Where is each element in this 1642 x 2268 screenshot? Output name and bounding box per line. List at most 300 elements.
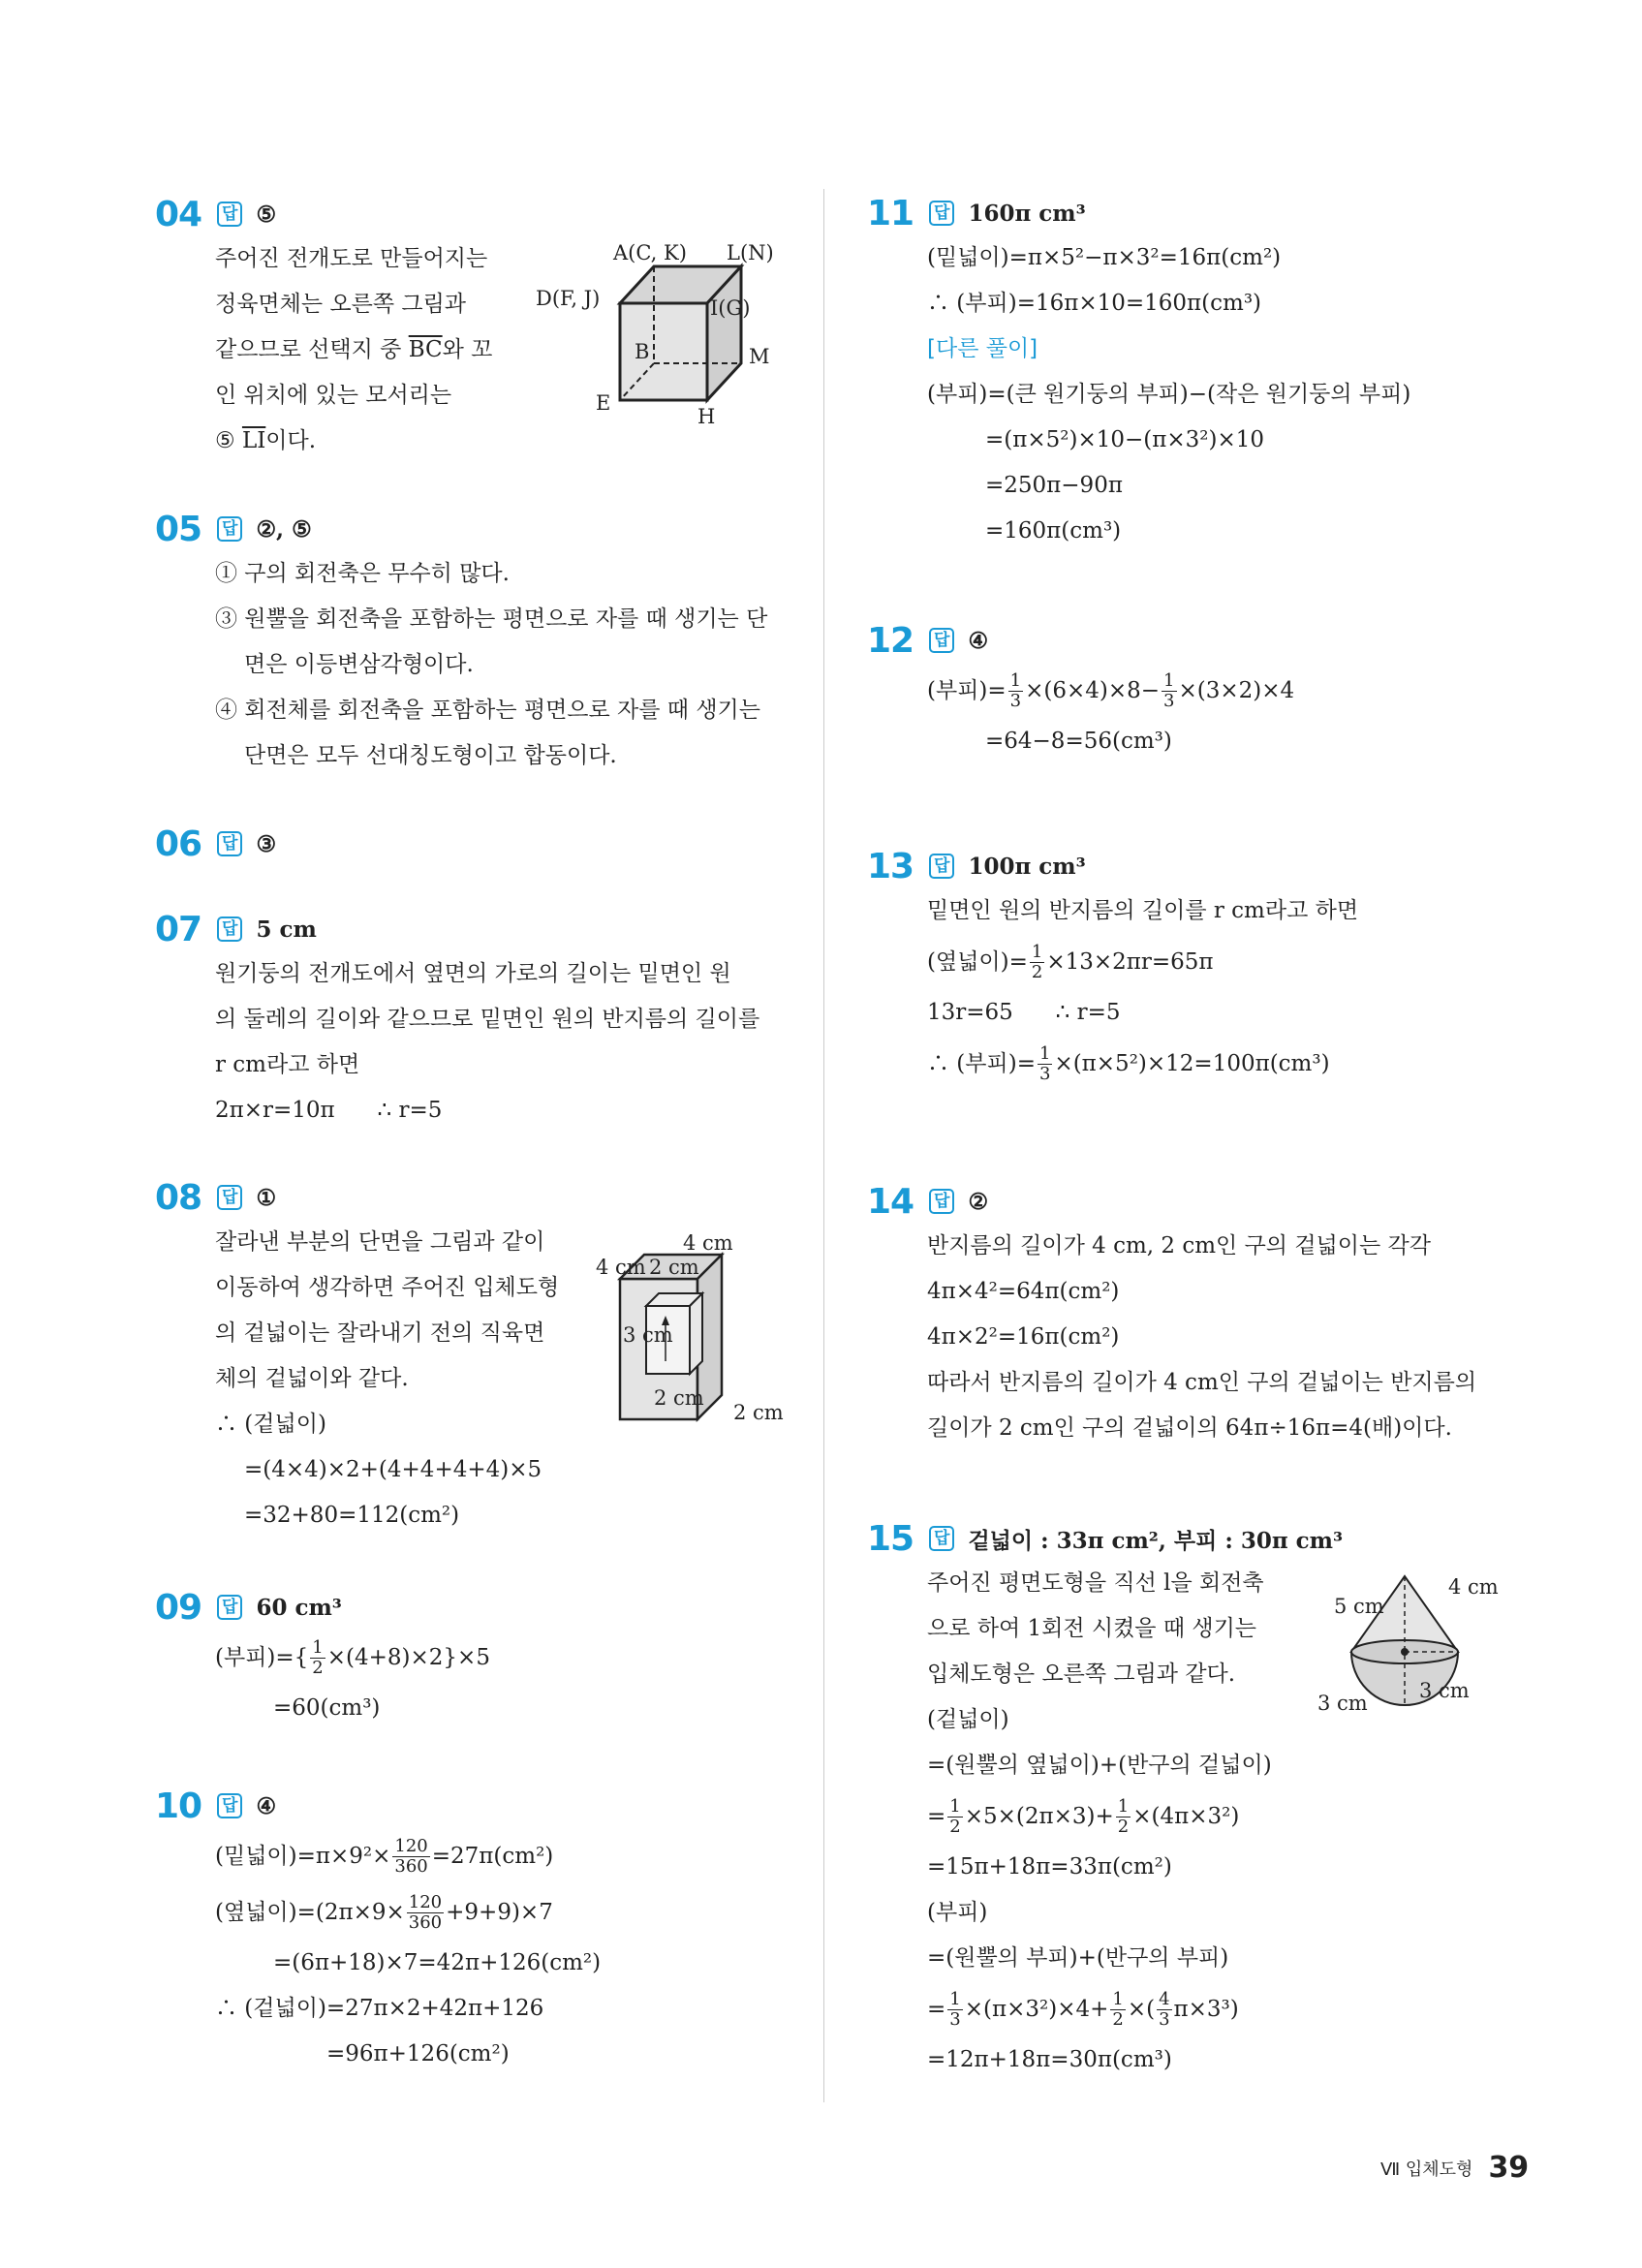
problem-13: [867, 844, 1358, 1092]
column-divider: [823, 189, 824, 2102]
text-segment: =: [927, 1996, 946, 2022]
solution-line: [215, 1884, 601, 1941]
line-text: [985, 418, 1264, 463]
line-text: [927, 1041, 1330, 1087]
problem-header: [155, 907, 759, 951]
line-text: [927, 1845, 1172, 1890]
solution-line: [927, 372, 1410, 418]
line-text: [215, 327, 492, 373]
problem-number: 06: [155, 823, 202, 864]
answer-badge: 답: [217, 1793, 242, 1818]
denominator: 3: [1163, 691, 1175, 711]
answer-badge: 답: [929, 1526, 954, 1551]
solution-line: [215, 551, 767, 597]
cone-label: 4 cm: [1448, 1575, 1499, 1599]
cube-label: M: [749, 345, 770, 368]
cube-label: D(F, J): [536, 287, 601, 310]
text-segment: =(6π+18)×7=42π+126(cm²): [273, 1950, 602, 1975]
text-segment: (옆넓이)=: [927, 948, 1028, 975]
line-text: [927, 1315, 1119, 1360]
text-segment: r cm라고 하면: [215, 1052, 360, 1077]
text-segment: 의 둘레의 길이와 같으므로 밑면인 원의 반지름의 길이를: [215, 1007, 760, 1032]
problem-04: [155, 192, 492, 464]
line-text: [985, 509, 1121, 554]
text-segment: 단면은 모두 선대칭도형이고 합동이다.: [244, 743, 617, 768]
denominator: 2: [312, 1658, 324, 1678]
cone-label: 3 cm: [1419, 1679, 1470, 1702]
solution-line: [215, 951, 759, 997]
box-label: 4 cm: [683, 1231, 733, 1255]
cube-label: L(N): [727, 241, 774, 264]
solution-lines: [927, 1224, 1476, 1451]
fraction: [1116, 1797, 1131, 1837]
line-text: [326, 2032, 510, 2077]
problem-header: [155, 1784, 601, 1828]
problem-header: [155, 1585, 490, 1630]
solution-lines: [215, 1630, 490, 1731]
problem-15: [867, 1516, 1343, 2083]
answer-value: ④: [968, 627, 989, 654]
problem-number: 05: [155, 509, 202, 549]
solution-line: [927, 1269, 1476, 1315]
line-text: [927, 235, 1281, 281]
solution-line: [215, 997, 759, 1042]
text-segment: =250π−90π: [985, 473, 1123, 498]
solution-line: [215, 1265, 559, 1311]
text-segment: [다른 풀이]: [927, 336, 1038, 361]
problem-number: 13: [867, 846, 914, 886]
cube-label: A(C, K): [613, 241, 687, 264]
text-segment: =(4×4)×2+(4+4+4+4)×5: [244, 1457, 542, 1482]
problem-header: [867, 844, 1358, 888]
solution-line: [215, 236, 492, 282]
fraction: [1038, 1044, 1052, 1084]
answer-badge: 답: [217, 1185, 242, 1210]
problem-number: 07: [155, 909, 202, 949]
problem-header: [155, 1175, 559, 1220]
numerator: 4: [1159, 1989, 1170, 2009]
line-text: [985, 463, 1123, 509]
text-segment: =(원뿔의 부피)+(반구의 부피): [927, 1945, 1229, 1971]
line-text: [215, 1402, 326, 1447]
text-segment: (밑넓이)=π×9²×: [215, 1843, 391, 1869]
solution-line: [215, 1088, 759, 1134]
solution-line: [927, 1743, 1343, 1788]
text-segment: =(π×5²)×10−(π×3²)×10: [985, 427, 1264, 452]
line-text: [927, 990, 1121, 1036]
line-text: [244, 733, 617, 779]
line-text: [244, 642, 474, 688]
problem-number: 15: [867, 1518, 914, 1559]
solution-line: [927, 1652, 1343, 1697]
fraction: [1162, 671, 1176, 711]
text-segment: =60(cm³): [273, 1695, 381, 1721]
line-text: [215, 951, 731, 997]
numerator: 1: [1038, 1043, 1051, 1064]
numerator: 1: [1163, 670, 1175, 691]
solution-line: [215, 373, 492, 419]
text-segment: ×(6×4)×8−: [1025, 677, 1161, 703]
denominator: 3: [1159, 2009, 1170, 2030]
text-segment: ×13×2πr=65π: [1046, 948, 1214, 975]
text-segment: ×(3×2)×4: [1178, 677, 1295, 703]
text-segment: ×5×(2π×3)+: [964, 1803, 1114, 1829]
solution-lines: [927, 1561, 1343, 2083]
solution-line: [215, 1311, 559, 1356]
solution-line: [215, 2032, 601, 2077]
line-text: [927, 1890, 987, 1936]
solution-line: [927, 719, 1294, 764]
line-text: [215, 1986, 543, 2032]
line-text: [927, 1606, 1256, 1652]
line-text: [215, 419, 316, 464]
fraction: [392, 1837, 429, 1877]
text-segment: ④ 회전체를 회전축을 포함하는 평면으로 자를 때 생기는: [215, 698, 760, 723]
text-segment: =27π(cm²): [431, 1843, 554, 1869]
solution-line: [927, 1890, 1343, 1936]
page-footer: [1380, 2151, 1529, 2185]
text-segment: (부피)={: [215, 1644, 309, 1670]
solution-line: [927, 1406, 1476, 1451]
text-segment: 반지름의 길이가 4 cm, 2 cm인 구의 겉넓이는 각각: [927, 1233, 1431, 1258]
line-text: [215, 551, 510, 597]
line-text: [927, 1743, 1272, 1788]
line-text: [927, 668, 1294, 714]
box-label: 3 cm: [623, 1323, 673, 1347]
line-text: [927, 1406, 1452, 1451]
answer-badge: 답: [929, 1189, 954, 1214]
solution-line: [215, 1630, 490, 1686]
cube-label: E: [596, 391, 611, 415]
text-segment: 잘라낸 부분의 단면을 그림과 같이: [215, 1229, 545, 1255]
line-text: [215, 1042, 359, 1088]
problem-number: 11: [867, 193, 914, 233]
solution-line: [215, 642, 767, 688]
problem-number: 09: [155, 1587, 202, 1628]
text-segment: 와 꼬: [442, 337, 493, 362]
line-text: [273, 1941, 601, 1986]
text-segment: ① 구의 회전축은 무수히 많다.: [215, 561, 510, 586]
solution-line: [215, 1941, 601, 1986]
solution-line: [927, 1981, 1343, 2037]
denominator: 2: [1112, 2009, 1124, 2030]
line-text: [927, 1224, 1431, 1269]
line-text: [985, 719, 1172, 764]
line-text: [215, 688, 760, 733]
solution-line: [927, 1315, 1476, 1360]
denominator: 360: [408, 1912, 443, 1933]
problem-05: [155, 507, 767, 779]
answer-badge: 답: [929, 628, 954, 653]
text-segment: (밑넓이)=π×5²−π×3²=16π(cm²): [927, 245, 1282, 270]
line-text: [927, 888, 1358, 934]
problem-14: [867, 1179, 1476, 1451]
line-text: [927, 1794, 1239, 1840]
line-text: [215, 236, 487, 282]
text-segment: 원기둥의 전개도에서 옆면의 가로의 길이는 밑면인 원: [215, 961, 731, 986]
box-label: 2 cm: [733, 1401, 784, 1424]
text-segment: 4π×2²=16π(cm²): [927, 1324, 1120, 1350]
cube-label: I(G): [710, 296, 751, 320]
line-text: [927, 1987, 1239, 2033]
numerator: 1: [1117, 1796, 1130, 1817]
line-text: [927, 2037, 1172, 2083]
cuboid-figure: [586, 1230, 799, 1429]
text-segment: 따라서 반지름의 길이가 4 cm인 구의 겉넓이는 반지름의: [927, 1370, 1477, 1395]
text-segment: 면은 이등변삼각형이다.: [244, 652, 474, 677]
text-segment: ⑤: [215, 428, 242, 453]
text-segment: =: [927, 1803, 946, 1829]
denominator: 3: [949, 2009, 961, 2030]
solution-line: [927, 463, 1410, 509]
solution-line: [215, 1493, 559, 1538]
text-segment: 으로 하여 1회전 시켰을 때 생기는: [927, 1616, 1257, 1641]
denominator: 2: [949, 1817, 961, 1837]
solution-lines: [215, 236, 492, 464]
text-segment: =(원뿔의 옆넓이)+(반구의 겉넓이): [927, 1753, 1272, 1778]
text-segment: ×(π×3²)×4+: [964, 1996, 1109, 2022]
text-segment: ×(4+8)×2}×5: [326, 1644, 490, 1670]
line-text: [927, 1561, 1264, 1606]
answer-value: ⑤: [256, 201, 277, 228]
text-segment: ×(π×5²)×12=100π(cm³): [1054, 1050, 1330, 1076]
solution-line: [215, 688, 767, 733]
line-text: [215, 1635, 490, 1681]
answer-badge: 답: [217, 1595, 242, 1620]
line-text: [215, 1265, 559, 1311]
solution-line: [927, 1036, 1358, 1092]
text-segment: 의 겉넓이는 잘라내기 전의 직육면: [215, 1320, 545, 1346]
answer-value: 160π cm³: [968, 200, 1086, 227]
text-segment: (부피)=(큰 원기둥의 부피)−(작은 원기둥의 부피): [927, 382, 1411, 407]
text-segment: =160π(cm³): [985, 518, 1122, 544]
line-text: [215, 373, 451, 419]
text-segment: 주어진 전개도로 만들어지는: [215, 246, 488, 271]
page-number: 39: [1488, 2151, 1530, 2185]
text-segment: =32+80=112(cm²): [244, 1503, 460, 1528]
solution-line: [927, 1697, 1343, 1743]
solution-line: [927, 1561, 1343, 1606]
problem-11: [867, 191, 1410, 554]
problem-header: [867, 1179, 1476, 1224]
text-segment: ×(: [1127, 1996, 1156, 2022]
solution-lines: [215, 1220, 559, 1538]
line-text: [927, 1936, 1228, 1981]
line-text: [215, 1356, 409, 1402]
answer-value: ②: [968, 1188, 989, 1215]
answer-badge: 답: [217, 202, 242, 227]
problem-header: [155, 192, 492, 236]
problem-header: [867, 1516, 1343, 1561]
solution-line: [927, 235, 1410, 281]
solution-line: [927, 509, 1410, 554]
numerator: 120: [394, 1836, 428, 1856]
answer-value: ②, ⑤: [256, 515, 312, 543]
text-segment: =12π+18π=30π(cm³): [927, 2047, 1172, 2072]
answer-badge: 답: [217, 917, 242, 942]
problem-08: [155, 1175, 559, 1538]
text-segment: =96π+126(cm²): [326, 2041, 510, 2066]
problem-number: 14: [867, 1181, 914, 1222]
text-segment: ∴ (부피)=16π×10=160π(cm³): [927, 291, 1262, 316]
line-text: [927, 372, 1410, 418]
numerator: 1: [1112, 1989, 1124, 2009]
text-segment: 길이가 2 cm인 구의 겉넓이의 64π÷16π=4(배)이다.: [927, 1415, 1452, 1441]
text-segment: π×3³): [1173, 1996, 1239, 2022]
solution-line: [927, 326, 1410, 372]
line-text: [927, 1697, 1009, 1743]
numerator: 1: [1009, 670, 1022, 691]
text-segment: 인 위치에 있는 모서리는: [215, 383, 452, 408]
line-text: [927, 1652, 1235, 1697]
line-text: [273, 1686, 380, 1731]
text-segment: 2π×r=10π ∴ r=5: [215, 1098, 443, 1123]
fraction: [1008, 671, 1023, 711]
line-text: [215, 597, 767, 642]
text-segment: ×(4π×3²): [1132, 1803, 1240, 1829]
problem-06: [155, 822, 276, 866]
problem-number: 04: [155, 194, 202, 234]
solution-line: [215, 327, 492, 373]
text-segment: ∴ (겉넓이)=27π×2+42π+126: [215, 1996, 544, 2021]
cube-figure: [528, 237, 799, 431]
text-segment: (부피)=: [927, 677, 1007, 703]
cone-label: 5 cm: [1334, 1595, 1384, 1618]
solution-line: [927, 1606, 1343, 1652]
text-segment: 밑면인 원의 반지름의 길이를 r cm라고 하면: [927, 898, 1359, 923]
cube-label: B: [635, 340, 650, 363]
solution-line: [215, 597, 767, 642]
solution-line: [215, 1447, 559, 1493]
solution-line: [215, 1042, 759, 1088]
solution-line: [927, 888, 1358, 934]
answer-badge: 답: [929, 854, 954, 879]
numerator: 1: [1031, 942, 1043, 962]
solution-line: [215, 1220, 559, 1265]
cone-hemisphere-figure: [1313, 1565, 1506, 1739]
line-text: [927, 1360, 1476, 1406]
solution-lines: [927, 235, 1410, 554]
fraction: [1110, 1990, 1125, 2030]
line-text: [215, 282, 466, 327]
problem-09: [155, 1585, 490, 1731]
denominator: 2: [1031, 962, 1043, 982]
answer-badge: 답: [217, 831, 242, 856]
line-text: [927, 940, 1214, 985]
fraction: [947, 1797, 962, 1837]
answer-value: 5 cm: [256, 916, 317, 943]
line-text: [215, 1220, 544, 1265]
problem-header: [867, 191, 1410, 235]
text-segment: 4π×4²=64π(cm²): [927, 1279, 1120, 1304]
solution-line: [927, 663, 1294, 719]
text-segment: 정육면체는 오른쪽 그림과: [215, 292, 467, 317]
line-text: [215, 1834, 553, 1880]
problem-10: [155, 1784, 601, 2077]
solution-line: [215, 733, 767, 779]
text-segment: 주어진 평면도형을 직선 l을 회전축: [927, 1570, 1264, 1596]
text-segment: ∴ (부피)=: [927, 1050, 1036, 1076]
solution-line: [215, 1828, 601, 1884]
numerator: 1: [312, 1637, 324, 1658]
solution-line: [927, 1224, 1476, 1269]
problem-number: 12: [867, 620, 914, 661]
solution-line: [215, 1686, 490, 1731]
solution-line: [927, 281, 1410, 326]
text-segment: 체의 겉넓이와 같다.: [215, 1366, 409, 1391]
numerator: 1: [949, 1796, 961, 1817]
text-segment: (겉넓이): [927, 1707, 1009, 1732]
text-segment: ③ 원뿔을 회전축을 포함하는 평면으로 자를 때 생기는 단: [215, 606, 768, 632]
box-label: 2 cm: [649, 1256, 699, 1279]
problem-number: 08: [155, 1177, 202, 1218]
denominator: 3: [1009, 691, 1022, 711]
problem-12: [867, 618, 1294, 764]
line-text: [244, 1493, 459, 1538]
solution-line: [927, 990, 1358, 1036]
cone-label: 3 cm: [1317, 1692, 1368, 1715]
answer-value: 100π cm³: [968, 853, 1086, 880]
solution-lines: [215, 1828, 601, 2077]
solution-line: [927, 1936, 1343, 1981]
solution-line: [927, 2037, 1343, 2083]
text-segment: +9+9)×7: [446, 1899, 553, 1925]
numerator: 1: [949, 1989, 961, 2009]
line-text: [215, 1088, 442, 1134]
text-segment: 같으므로 선택지 중: [215, 337, 409, 362]
answer-value: ④: [256, 1792, 277, 1819]
problem-header: [867, 618, 1294, 663]
text-segment: (부피): [927, 1900, 988, 1925]
line-text: [927, 326, 1038, 372]
line-text: [927, 281, 1261, 326]
denominator: 360: [394, 1856, 428, 1877]
answer-value: 겉넓이 : 33π cm², 부피 : 30π cm³: [968, 1527, 1344, 1554]
solution-line: [927, 418, 1410, 463]
box-label: 4 cm: [596, 1256, 646, 1279]
denominator: 3: [1038, 1064, 1051, 1084]
fraction: [310, 1638, 325, 1678]
answer-badge: 답: [217, 516, 242, 542]
line-text: [215, 1890, 553, 1936]
text-segment: =64−8=56(cm³): [985, 729, 1172, 754]
answer-value: ①: [256, 1184, 277, 1211]
fraction: [1157, 1990, 1171, 2030]
cube-label: H: [697, 405, 716, 428]
box-label: 2 cm: [654, 1386, 704, 1410]
problem-number: 10: [155, 1786, 202, 1826]
answer-value: ③: [256, 830, 277, 857]
solution-lines: [927, 888, 1358, 1092]
problem-header: [155, 507, 767, 551]
text-segment: =15π+18π=33π(cm²): [927, 1854, 1172, 1880]
line-text: [927, 1269, 1119, 1315]
answer-badge: 답: [929, 201, 954, 226]
solution-line: [215, 1986, 601, 2032]
fraction: [1030, 943, 1044, 982]
denominator: 2: [1117, 1817, 1130, 1837]
text-segment: ∴ (겉넓이): [215, 1412, 326, 1437]
line-text: [215, 1311, 544, 1356]
solution-line: [927, 1845, 1343, 1890]
answer-value: 60 cm³: [256, 1594, 342, 1621]
solution-line: [927, 1360, 1476, 1406]
numerator: 120: [408, 1892, 443, 1912]
text-segment: (옆넓이)=(2π×9×: [215, 1899, 405, 1925]
solution-line: [215, 282, 492, 327]
chapter-title: Ⅶ 입체도형: [1380, 2159, 1473, 2180]
solution-lines: [215, 551, 767, 779]
